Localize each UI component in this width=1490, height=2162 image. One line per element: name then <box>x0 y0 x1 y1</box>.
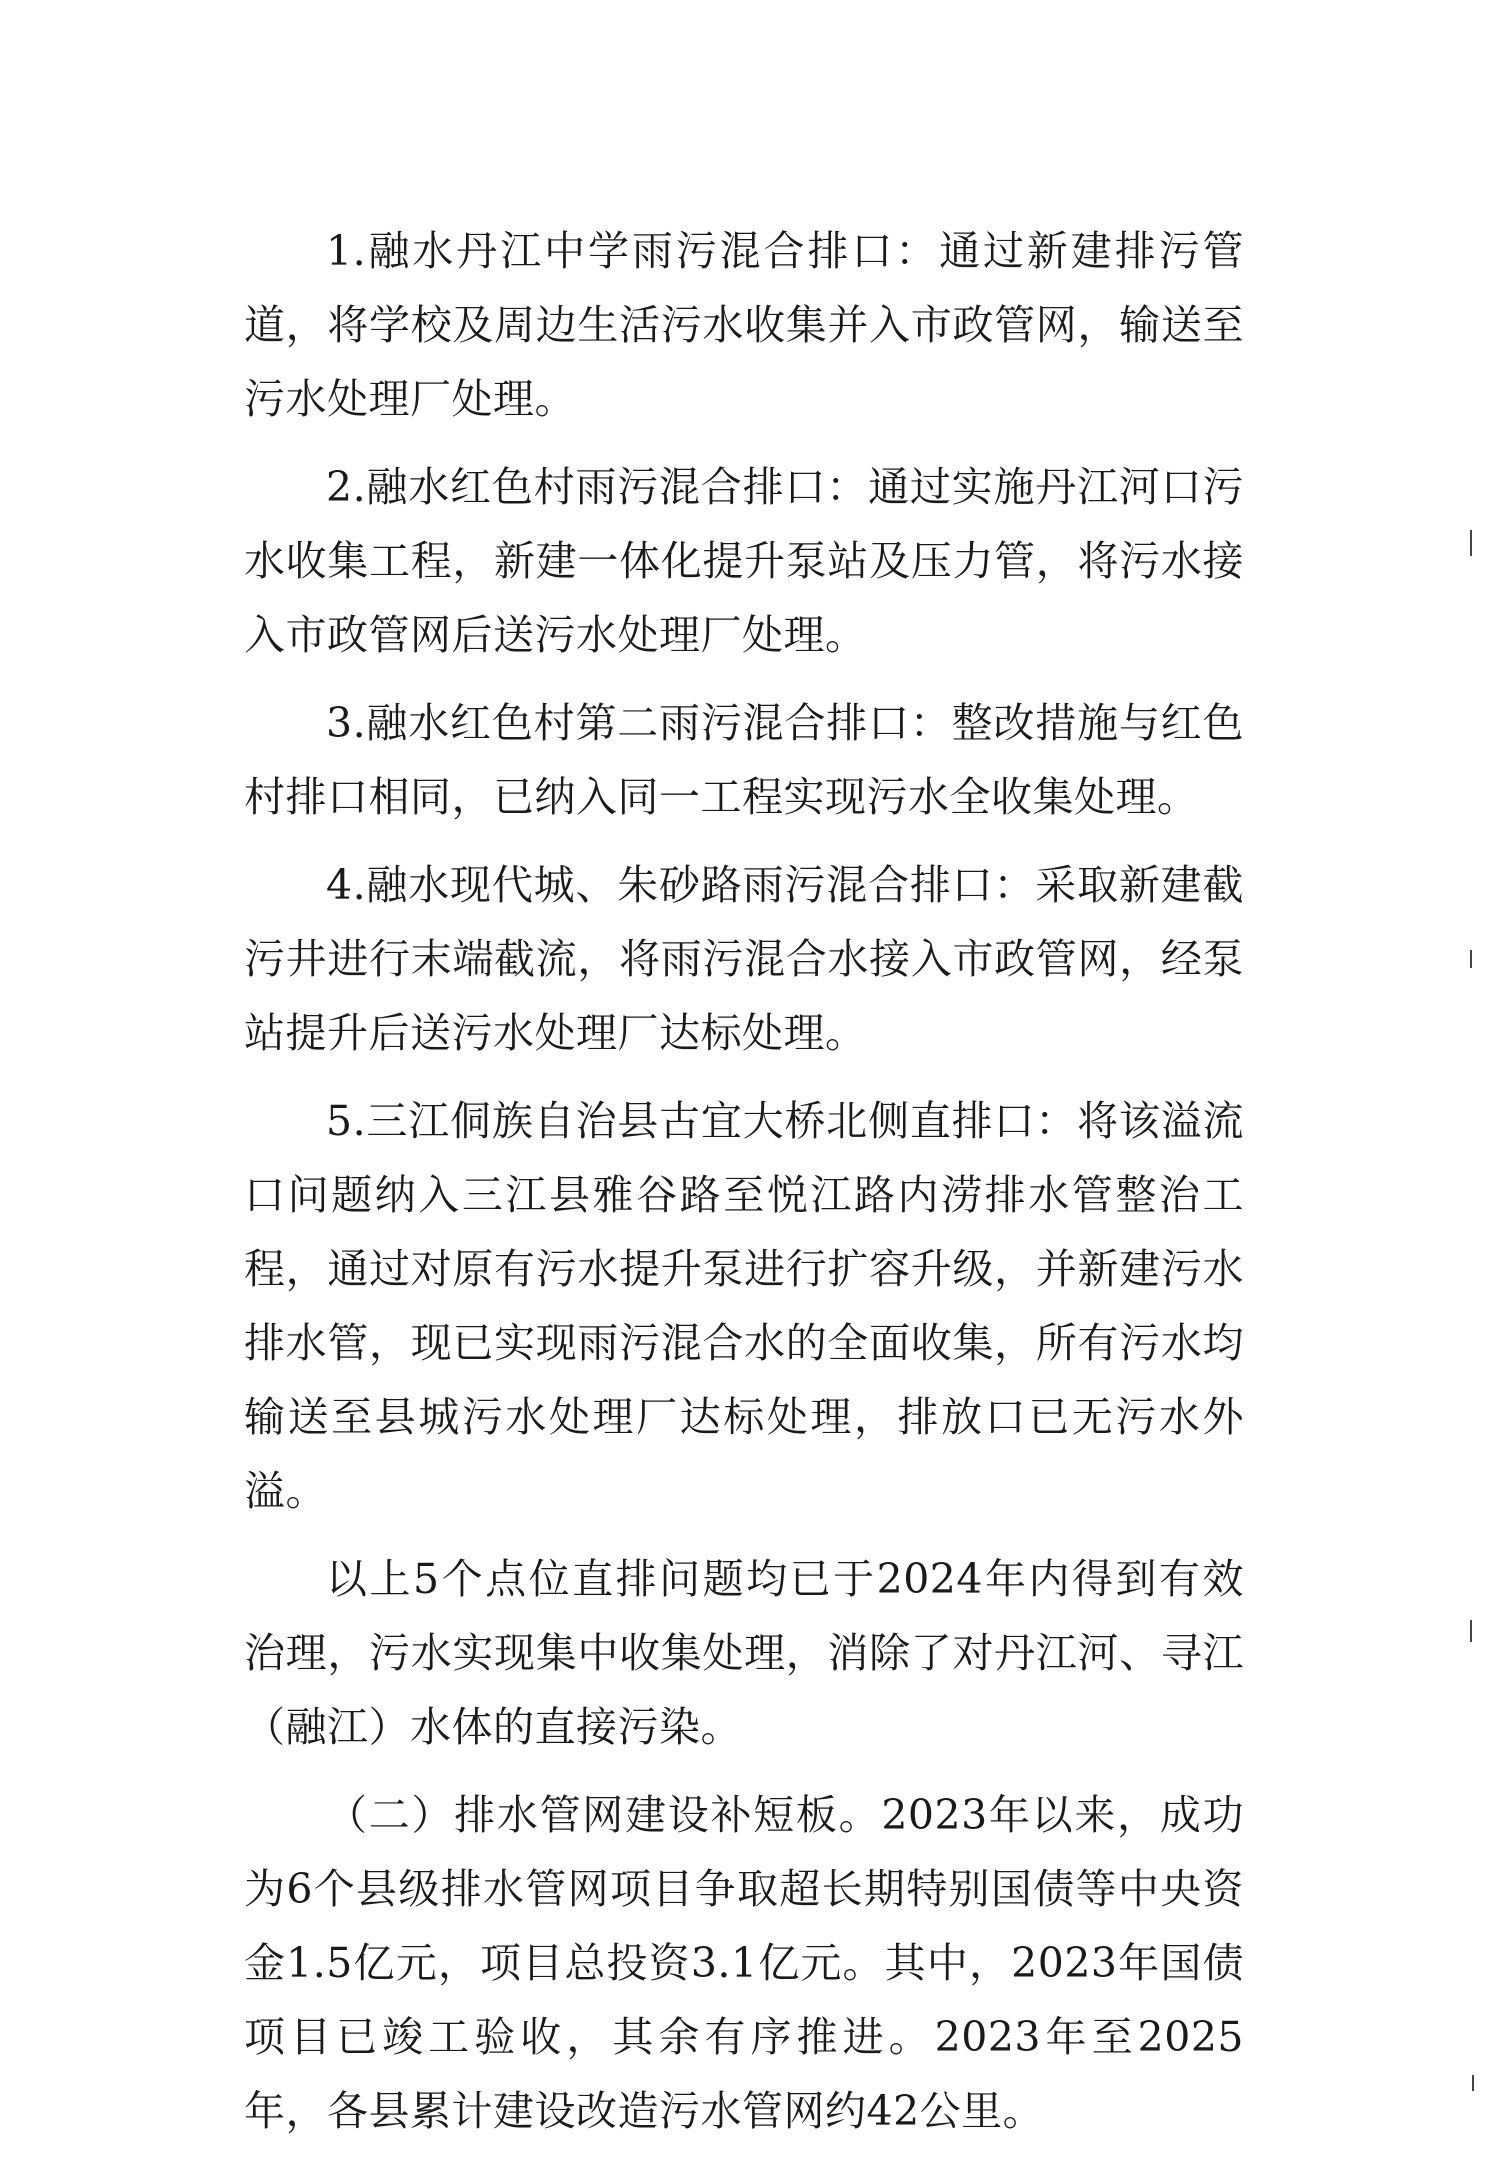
paragraph-4: 4.融水现代城、朱砂路雨污混合排口：采取新建截污井进行末端截流，将雨污混合水接入市政管网，经泵站提升后送污水处理厂达标处理。 <box>244 861 1244 1057</box>
paragraph-1: 1.融水丹江中学雨污混合排口：通过新建排污管道，将学校及周边生活污水收集并入市政管网，输送至污水处理厂处理。 <box>244 227 1244 423</box>
scan-mark <box>1472 2075 1474 2091</box>
paragraph-section-2: （二）排水管网建设补短板。2023年以来，成功为6个县级排水管网项目争取超长期特别国债等中央资金1.5亿元，项目总投资3.1亿元。其中，2023年国债项目已竣工验收，其余有序推进。2023年至2025年，各县累计建设改造污水管网约42公里。 <box>244 1791 1244 2135</box>
scan-mark <box>1470 1620 1472 1642</box>
paragraph-3: 3.融水红色村第二雨污混合排口：整改措施与红色村排口相同，已纳入同一工程实现污水全收集处理。 <box>244 699 1244 821</box>
scan-mark <box>1470 950 1472 968</box>
paragraph-2: 2.融水红色村雨污混合排口：通过实施丹江河口污水收集工程，新建一体化提升泵站及压力管，将污水接入市政管网后送污水处理厂处理。 <box>244 463 1244 659</box>
scan-mark <box>1470 530 1472 556</box>
document-body <box>244 214 1244 2162</box>
paragraph-summary: 以上5个点位直排问题均已于2024年内得到有效治理，污水实现集中收集处理，消除了对丹江河、寻江（融江）水体的直接污染。 <box>244 1555 1244 1751</box>
paragraph-5: 5.三江侗族自治县古宜大桥北侧直排口：将该溢流口问题纳入三江县雅谷路至悦江路内涝排水管整治工程，通过对原有污水提升泵进行扩容升级，并新建污水排水管，现已实现雨污混合水的全面收集，所有污水均输送至县城污水处理厂达标处理，排放口已无污水外溢。 <box>244 1097 1244 1515</box>
